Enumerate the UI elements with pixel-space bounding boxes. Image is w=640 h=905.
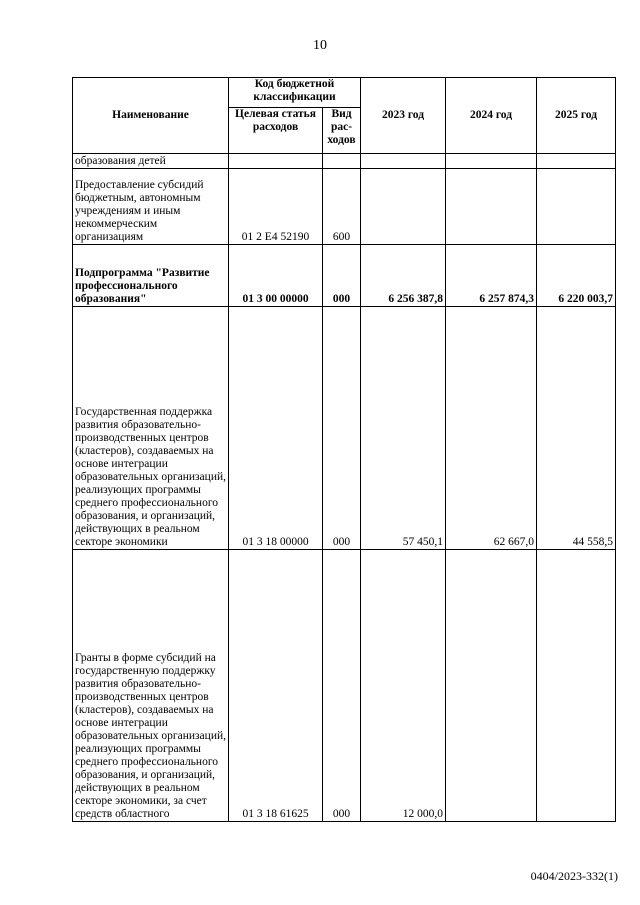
table-row [73, 154, 616, 169]
table-row [73, 550, 616, 822]
row-2025: 6 220 003,7 [537, 245, 616, 307]
row-2024 [446, 154, 537, 169]
row-2024: 6 257 874,3 [446, 245, 537, 307]
row-2025: 44 558,5 [537, 307, 616, 550]
row-2023 [361, 154, 446, 169]
row-2025 [537, 154, 616, 169]
row-2024 [446, 169, 537, 245]
row-name: образования детей [73, 154, 229, 169]
table-row [73, 169, 616, 245]
row-2024: 62 667,0 [446, 307, 537, 550]
document-code: 0404/2023-332(1) [530, 869, 618, 883]
row-2023: 12 000,0 [361, 550, 446, 822]
table-row-subprogram [73, 245, 616, 307]
row-name: Государственная поддержка развития образовательно-производственных центров (кластеров), создаваемых на основе интеграции образовательных организаций, реализующих программы среднего профессионального образования, и организаций, действующих в реальном секторе экономики [73, 307, 229, 550]
header-year-2025: 2025 год [537, 78, 616, 154]
row-name: Предоставление субсидий бюджетным, автономным учреждениям и иным некоммерческим организациям [73, 169, 229, 245]
header-kbk-group: Код бюджетной классификации [229, 78, 361, 108]
row-2023 [361, 169, 446, 245]
header-expense-type: Вид рас-ходов [323, 108, 361, 154]
row-target-article [229, 154, 323, 169]
row-2023: 6 256 387,8 [361, 245, 446, 307]
row-target-article: 01 3 00 00000 [229, 245, 323, 307]
row-target-article: 01 3 18 00000 [229, 307, 323, 550]
row-expense-type [323, 154, 361, 169]
row-expense-type: 000 [323, 307, 361, 550]
row-expense-type: 000 [323, 245, 361, 307]
row-name: Гранты в форме субсидий на государственную поддержку развития образовательно-производственных центров (кластеров), создаваемых на основе интеграции образовательных организаций, реализующих программы среднего профессионального образования, и организаций, действующих в реальном секторе экономики, за счет средств областного [73, 550, 229, 822]
row-2024 [446, 550, 537, 822]
table-row [73, 307, 616, 550]
header-target-article: Целевая статья расходов [229, 108, 323, 154]
header-year-2024: 2024 год [446, 78, 537, 154]
row-target-article: 01 3 18 61625 [229, 550, 323, 822]
row-name: Подпрограмма "Развитие профессионального образования" [73, 245, 229, 307]
row-2023: 57 450,1 [361, 307, 446, 550]
row-expense-type: 600 [323, 169, 361, 245]
page-number: 10 [313, 38, 327, 53]
row-2025 [537, 169, 616, 245]
row-expense-type: 000 [323, 550, 361, 822]
row-2025 [537, 550, 616, 822]
header-year-2023: 2023 год [361, 78, 446, 154]
header-name: Наименование [73, 78, 229, 154]
row-target-article: 01 2 Е4 52190 [229, 169, 323, 245]
budget-table [72, 77, 616, 822]
